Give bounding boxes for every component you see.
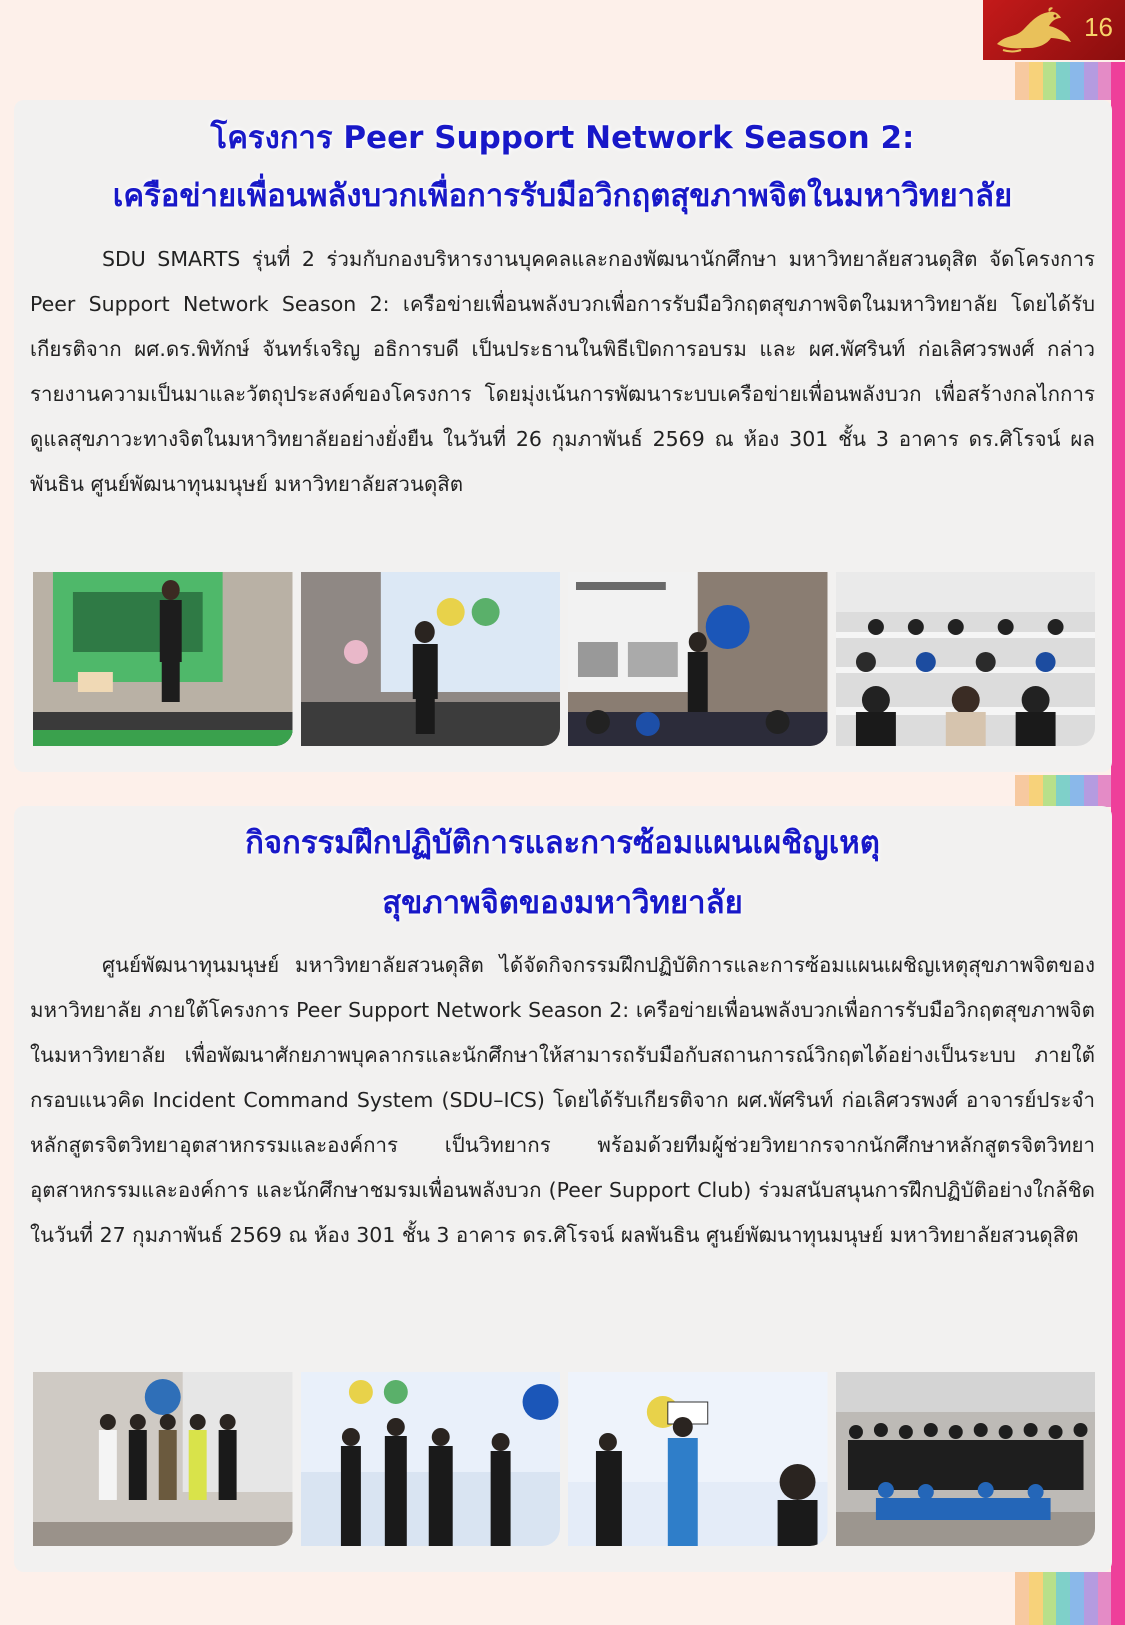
photo-speaker-at-stage	[33, 572, 293, 746]
section-1-title-line-2: เครือข่ายเพื่อนพลังบวกเพื่อการรับมือวิกฤตสุขภาพจิตในมหาวิทยาลัย	[112, 178, 1013, 214]
photo-role-play-demo	[568, 1372, 828, 1546]
section-1-body: SDU SMARTS รุ่นที่ 2 ร่วมกับกองบริหารงานบุคคลและกองพัฒนานักศึกษา มหาวิทยาลัยสวนดุสิต จัดโครงการ Peer Support Network Season 2: เครือข่ายเพื่อนพลังบวกเพื่อการรับมือวิกฤตสุขภาพจิตในมหาวิทยาลัย โดยได้รับเกียรติจาก ผศ.ดร.พิทักษ์ จันทร์เจริญ อธิการบดี เป็นประธานในพิธีเปิดการอบรม และ ผศ.พัศรินท์ ก่อเลิศวรพงศ์ กล่าวรายงานความเป็นมาและวัตถุประสงค์ของโครงการ โดยมุ่งเน้นการพัฒนาระบบเครือข่ายเพื่อนพลังบวก เพื่อสร้างกลไกการดูแลสุขภาวะทางจิตในมหาวิทยาลัยอย่างยั่งยืน ในวันที่ 26 กุมภาพันธ์ 2569 ณ ห้อง 301 ชั้น 3 อาคาร ดร.ศิโรจน์ ผลพันธิน ศูนย์พัฒนาทุนมนุษย์ มหาวิทยาลัยสวนดุสิต	[30, 247, 1095, 496]
photo-presenter-slides	[568, 572, 828, 746]
page-number-badge	[983, 0, 1125, 60]
section-2-title-line-1: กิจกรรมฝึกปฏิบัติการและการซ้อมแผนเผชิญเหตุ	[245, 825, 880, 861]
section-1-photo-row	[33, 572, 1095, 746]
rainbow-strip-middle	[1015, 775, 1125, 807]
photo-audience	[836, 572, 1096, 746]
section-2-photo-row	[33, 1372, 1095, 1546]
rainbow-strip-bottom	[1015, 1572, 1125, 1625]
section-2-body: ศูนย์พัฒนาทุนมนุษย์ มหาวิทยาลัยสวนดุสิต ได้จัดกิจกรรมฝึกปฏิบัติการและการซ้อมแผนเผชิญเหตุสุขภาพจิตของมหาวิทยาลัย ภายใต้โครงการ Peer Support Network Season 2: เครือข่ายเพื่อนพลังบวกเพื่อการรับมือวิกฤตสุขภาพจิตในมหาวิทยาลัย เพื่อพัฒนาศักยภาพบุคลากรและนักศึกษาให้สามารถรับมือกับสถานการณ์วิกฤตได้อย่างเป็นระบบ ภายใต้กรอบแนวคิด Incident Command System (SDU–ICS) โดยได้รับเกียรติจาก ผศ.พัศรินท์ ก่อเลิศวรพงศ์ อาจารย์ประจำหลักสูตรจิตวิทยาอุตสาหกรรมและองค์การ เป็นวิทยากร พร้อมด้วยทีมผู้ช่วยวิทยากรจากนักศึกษาหลักสูตรจิตวิทยาอุตสาหกรรมและองค์การ และนักศึกษาชมรมเพื่อนพลังบวก (Peer Support Club) ร่วมสนับสนุนการฝึกปฏิบัติอย่างใกล้ชิด ในวันที่ 27 กุมภาพันธ์ 2569 ณ ห้อง 301 ชั้น 3 อาคาร ดร.ศิโรจน์ ผลพันธิน ศูนย์พัฒนาทุนมนุษย์ มหาวิทยาลัยสวนดุสิต	[30, 953, 1095, 1247]
horse-emblem-icon	[989, 4, 1079, 56]
section-2-title-line-2: สุขภาพจิตของมหาวิทยาลัย	[382, 885, 743, 921]
rainbow-strip-top	[1015, 62, 1125, 100]
photo-group-with-officers	[33, 1372, 293, 1546]
page-number: 16	[1084, 12, 1113, 42]
photo-president-opening	[301, 572, 561, 746]
section-1-title-line-1: โครงการ Peer Support Network Season 2:	[210, 120, 915, 156]
photo-speakers-on-stage	[301, 1372, 561, 1546]
photo-group-participants	[836, 1372, 1096, 1546]
